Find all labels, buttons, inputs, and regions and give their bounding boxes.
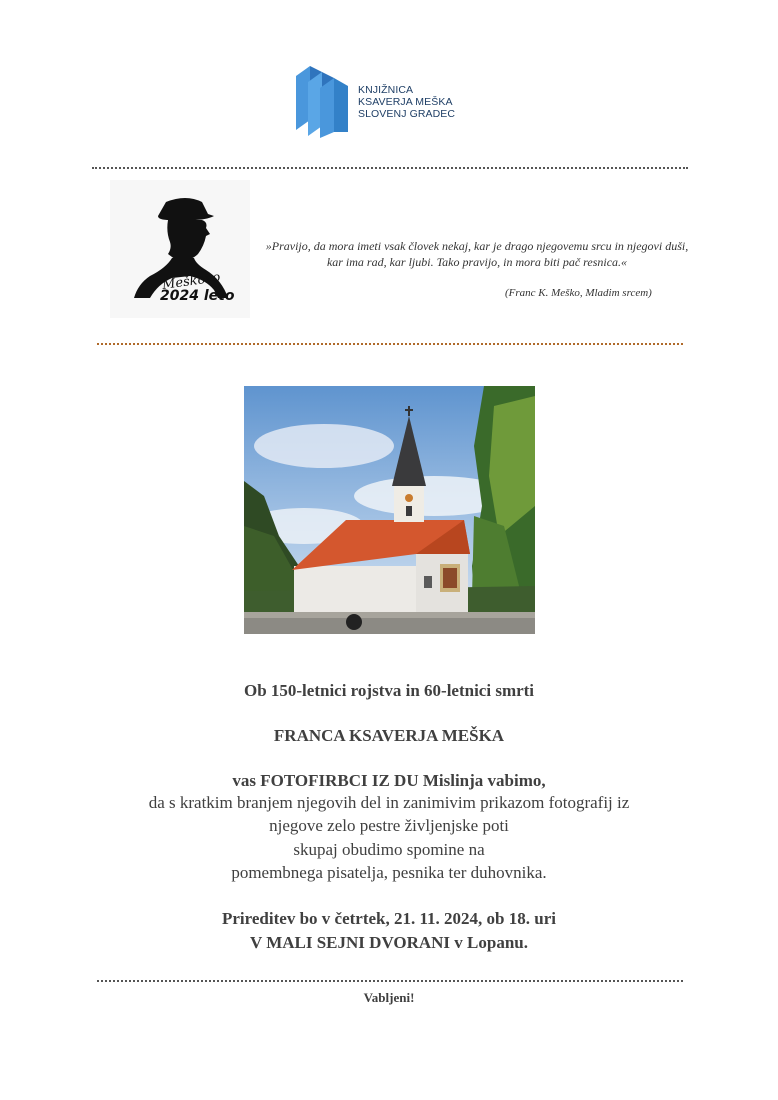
event-where: V MALI SEJNI DVORANI v Lopanu. [249,933,529,952]
body-line-1: da s kratkim branjem njegovih del in zanimivim prikazom fotografij iz [148,793,630,812]
occasion-line: Ob 150-letnici rojstva in 60-letnici smrti [243,681,535,700]
church-photo-image [244,386,535,634]
closing-text: Vabljeni! [363,990,415,1005]
honoree-name: FRANCA KSAVERJA MEŠKA [273,726,505,745]
church-photo [244,386,535,634]
emblem-signature: Meškovo [161,269,222,294]
divider-bottom [97,980,683,982]
emblem-year: 2024 leto [160,288,235,304]
library-name-line-3: SLOVENJ GRADEC [358,108,456,120]
divider-top [92,167,688,169]
library-logo [296,62,476,140]
body-line-4: pomembnega pisatelja, pesnika ter duhovnika. [231,863,547,882]
event-when: Prireditev bo v četrtek, 21. 11. 2024, ob 18. uri [222,909,556,928]
library-name-line-2: KSAVERJA MEŠKA [358,96,453,108]
quote-source: (Franc K. Meško, Mladim srcem) [505,287,652,299]
invite-line: vas FOTOFIRBCI IZ DU Mislinja vabimo, [232,771,546,790]
anniversary-emblem [110,180,250,318]
library-name-line-1: KNJIŽNICA [358,84,414,96]
books-logo-icon [296,62,352,138]
library-name [358,84,455,120]
body-line-3: skupaj obudimo spomine na [293,840,485,859]
divider-middle [97,343,683,345]
quote-text: »Pravijo, da mora imeti vsak človek nekaj, kar je drago njegovemu srcu in njegovi duši, kar ima rad, kar ljubi. Tako pravijo, in mora biti pač resnica.« [265,239,689,269]
body-line-2: njegove zelo pestre življenjske poti [269,816,509,835]
